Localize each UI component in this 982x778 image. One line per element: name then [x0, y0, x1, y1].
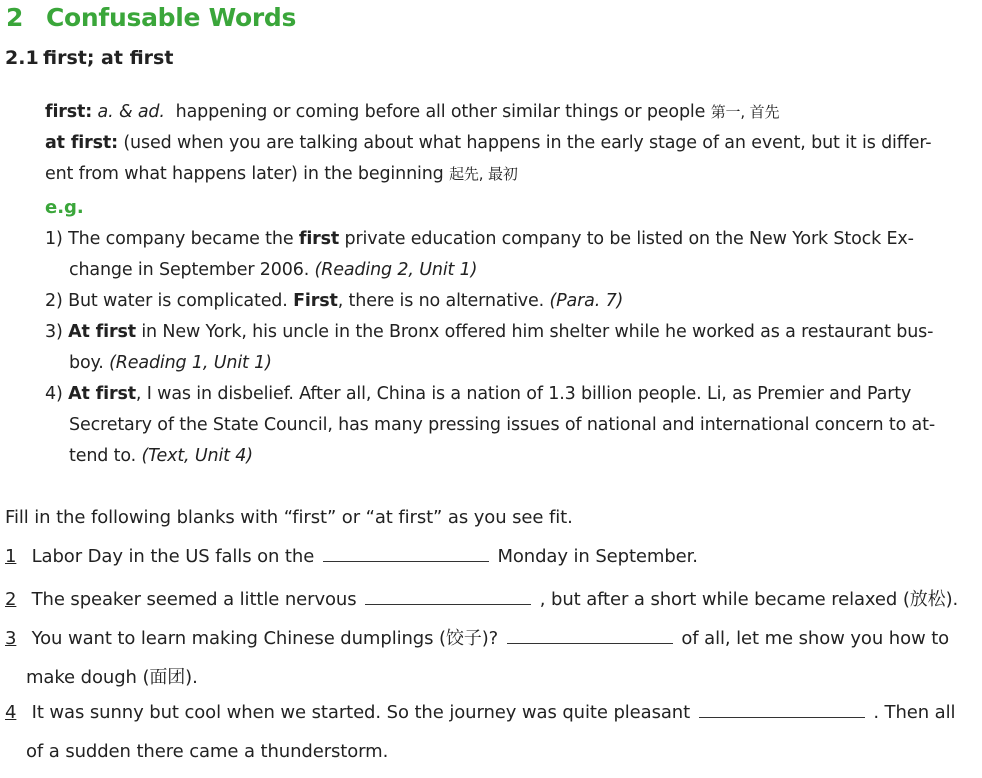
example-keyword: first — [298, 229, 340, 249]
example-source: (Reading 2, Unit 1) — [314, 260, 478, 280]
question-number: 1 — [5, 546, 17, 567]
question-text: of all, let me show you how to — [681, 628, 950, 649]
question-3 — [5, 624, 949, 650]
question-number: 4 — [5, 702, 17, 723]
question-text: Labor Day in the US falls on the — [31, 546, 315, 567]
example-number: 4) — [45, 384, 63, 404]
example-source: (Para. 7) — [549, 291, 624, 311]
example-text: change in September 2006. — [69, 260, 315, 280]
meaning-at-first-line1: (used when you are talking about what happens in the early stage of an event, but it is differ- — [123, 133, 932, 153]
answer-blank[interactable] — [365, 603, 531, 605]
example-4-cont2 — [69, 441, 253, 472]
term-first: first: — [45, 102, 93, 122]
definition-at-first-cont — [45, 159, 518, 190]
example-text: , there is no alternative. — [337, 291, 550, 311]
example-1 — [45, 224, 914, 255]
example-text: The company became the — [68, 229, 299, 249]
section-number: 2 — [6, 3, 24, 32]
definition-at-first — [45, 128, 931, 159]
question-text: of a sudden there came a thunderstorm. — [26, 741, 389, 762]
answer-blank[interactable] — [323, 560, 489, 562]
question-text: Monday in September. — [497, 546, 698, 567]
question-text: The speaker seemed a little nervous — [31, 589, 357, 610]
question-text: , but after a short while became relaxed (放松). — [539, 589, 959, 610]
question-2 — [5, 585, 958, 611]
part-of-speech: a. & ad. — [97, 102, 165, 122]
example-source: (Text, Unit 4) — [141, 446, 253, 466]
example-keyword: At first — [68, 384, 136, 404]
example-number: 1) — [45, 229, 63, 249]
example-3-cont — [69, 348, 272, 379]
example-2 — [45, 286, 623, 317]
section-title: Confusable Words — [46, 3, 297, 32]
example-4 — [45, 379, 911, 410]
question-1 — [5, 546, 698, 567]
example-3 — [45, 317, 933, 348]
example-keyword: At first — [68, 322, 136, 342]
question-4-cont — [26, 741, 388, 762]
subsection-title: first; at first — [43, 47, 174, 69]
example-text: in New York, his uncle in the Bronx offered him shelter while he worked as a restaurant bus- — [135, 322, 934, 342]
example-text: Secretary of the State Council, has many pressing issues of national and international concern to at- — [69, 415, 935, 435]
example-text: boy. — [69, 353, 110, 373]
subsection-number: 2.1 — [5, 47, 39, 69]
example-text: tend to. — [69, 446, 142, 466]
term-at-first: at first: — [45, 133, 118, 153]
meaning-at-first-line2: ent from what happens later) in the beginning — [45, 164, 444, 184]
question-text: You want to learn making Chinese dumplings (饺子)? — [31, 628, 499, 649]
question-text: . Then all — [873, 702, 956, 723]
example-text: , I was in disbelief. After all, China is a nation of 1.3 billion people. Li, as Premier and Party — [135, 384, 912, 404]
question-text: It was sunny but cool when we started. So the journey was quite pleasant — [31, 702, 691, 723]
example-4-cont — [69, 410, 935, 441]
example-text: But water is complicated. — [68, 291, 294, 311]
exercise-instruction: Fill in the following blanks with “first” or “at first” as you see fit. — [5, 507, 573, 528]
definition-first — [45, 97, 779, 128]
example-source: (Reading 1, Unit 1) — [109, 353, 272, 373]
question-text: make dough (面团). — [26, 667, 198, 688]
eg-label: e.g. — [45, 197, 84, 218]
meaning-first: happening or coming before all other similar things or people — [175, 102, 706, 122]
subsection-heading — [5, 47, 173, 69]
section-heading — [6, 3, 296, 32]
chinese-at-first: 起先, 最初 — [449, 165, 518, 183]
chinese-first: 第一, 首先 — [710, 103, 780, 121]
example-number: 2) — [45, 291, 63, 311]
question-number: 3 — [5, 628, 17, 649]
answer-blank[interactable] — [699, 716, 865, 718]
answer-blank[interactable] — [507, 642, 673, 644]
question-number: 2 — [5, 589, 17, 610]
question-3-cont — [26, 663, 198, 689]
example-1-cont — [69, 255, 477, 286]
example-keyword: First — [293, 291, 338, 311]
example-number: 3) — [45, 322, 63, 342]
example-text: private education company to be listed on the New York Stock Ex- — [339, 229, 914, 249]
question-4 — [5, 702, 955, 723]
